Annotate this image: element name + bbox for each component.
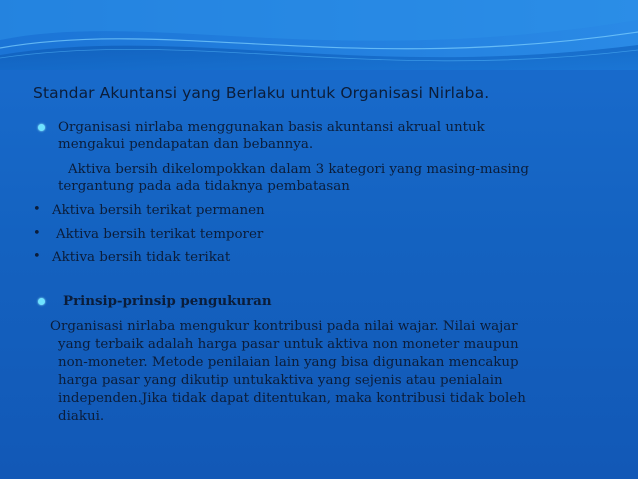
sub-bullet-marker: •: [33, 226, 41, 241]
section-heading: Prinsip-prinsip pengukuran: [63, 293, 272, 309]
paragraph-1-line-2: tergantung pada ada tidaknya pembatasan: [58, 179, 350, 194]
bullet-icon: [38, 298, 45, 305]
paragraph-2-line-6: diakui.: [58, 409, 105, 424]
paragraph-2-line-4: harga pasar yang dikutip untukaktiva yang sejenis atau penialain: [58, 373, 503, 388]
paragraph-2-line-3: non-moneter. Metode penilaian lain yang bisa digunakan mencakup: [58, 355, 519, 370]
paragraph-1-line-1: Aktiva bersih dikelompokkan dalam 3 kategori yang masing-masing: [68, 162, 529, 177]
sub-item-3: Aktiva bersih tidak terikat: [52, 250, 231, 265]
paragraph-2-line-1: Organisasi nirlaba mengukur kontribusi pada nilai wajar. Nilai wajar: [50, 319, 518, 334]
paragraph-2-line-2: yang terbaik adalah harga pasar untuk aktiva non moneter maupun: [58, 337, 519, 352]
sub-item-2: Aktiva bersih terikat temporer: [56, 227, 264, 242]
sub-bullet-marker: •: [33, 249, 41, 264]
decorative-wave-band: [0, 0, 638, 70]
sub-item-1: Aktiva bersih terikat permanen: [52, 203, 265, 218]
paragraph-2-line-5: independen.Jika tidak dapat ditentukan, maka kontribusi tidak boleh: [58, 391, 526, 406]
bullet-1-line-1: Organisasi nirlaba menggunakan basis akuntansi akrual untuk: [58, 120, 485, 135]
bullet-icon: [38, 124, 45, 131]
bullet-1-line-2: mengakui pendapatan dan bebannya.: [58, 137, 314, 152]
sub-bullet-marker: •: [33, 202, 41, 217]
slide-title: Standar Akuntansi yang Berlaku untuk Organisasi Nirlaba.: [33, 84, 490, 102]
